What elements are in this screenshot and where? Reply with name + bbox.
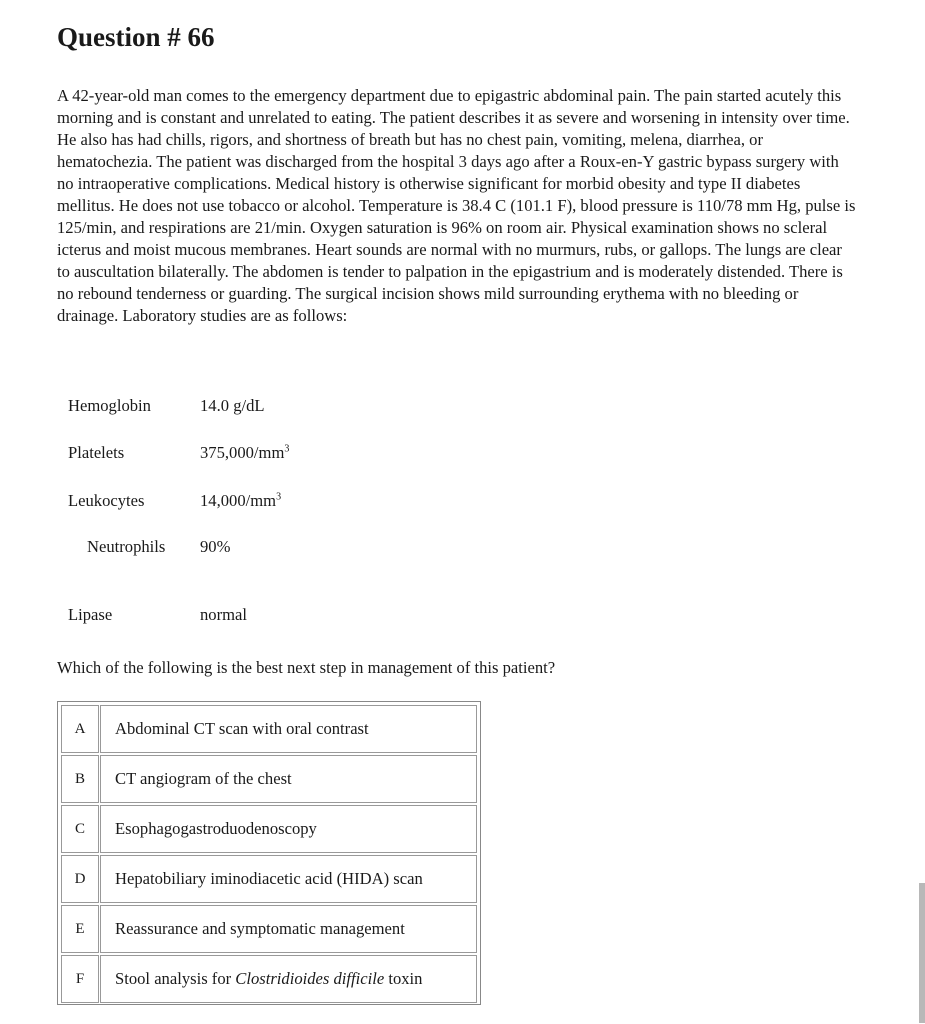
lab-name: Neutrophils (87, 537, 166, 556)
choice-text (100, 955, 477, 1003)
scrollbar-thumb[interactable] (919, 883, 925, 1023)
lab-name: Lipase (68, 605, 113, 624)
lab-value: 90% (200, 537, 231, 556)
lab-name: Hemoglobin (68, 396, 151, 415)
choice-letter: F (61, 955, 99, 1003)
choice-letter: B (61, 755, 99, 803)
choice-text-part: Stool analysis for (115, 969, 236, 988)
lab-value-exponent: 3 (276, 491, 282, 503)
choice-text: Esophagogastroduodenoscopy (100, 805, 477, 853)
answer-choice-b[interactable] (60, 754, 478, 804)
choice-letter: C (61, 805, 99, 853)
choice-text: Hepatobiliary iminodiacetic acid (HIDA) scan (100, 855, 477, 903)
answer-choice-a[interactable] (60, 704, 478, 754)
question-prompt: Which of the following is the best next step in management of this patient? (57, 658, 556, 677)
choice-text: CT angiogram of the chest (100, 755, 477, 803)
choice-text: Abdominal CT scan with oral contrast (100, 705, 477, 753)
lab-value: 14.0 g/dL (200, 396, 265, 415)
question-title: Question # 66 (57, 22, 215, 52)
answer-choice-f[interactable] (60, 954, 478, 1004)
answer-choice-c[interactable] (60, 804, 478, 854)
lab-value-exponent: 3 (284, 443, 290, 455)
choice-letter: E (61, 905, 99, 953)
choice-letter: D (61, 855, 99, 903)
choice-text: Reassurance and symptomatic management (100, 905, 477, 953)
answer-choices-table (57, 701, 481, 1005)
lab-value (200, 491, 281, 511)
answer-choice-d[interactable] (60, 854, 478, 904)
lab-value (200, 443, 289, 463)
choice-letter: A (61, 705, 99, 753)
choice-text-part: toxin (384, 969, 423, 988)
lab-value-text: 14,000/mm (200, 491, 277, 510)
organism-name: Clostridioides difficile (235, 969, 385, 988)
question-stem: A 42-year-old man comes to the emergency department due to epigastric abdominal pain. The pain started acutely this morning and is constant and unrelated to eating. The patient describes it as severe and worsening in intensity over time. He also has had chills, rigors, and shortness of breath but has no chest pain, vomiting, melena, diarrhea, or hematochezia. The patient was discharged from the hospital 3 days ago after a Roux-en-Y gastric bypass surgery with no intraoperative complications. Medical history is otherwise significant for morbid obesity and type II diabetes mellitus. He does not use tobacco or alcohol. Temperature is 38.4 C (101.1 F), blood pressure is 110/78 mm Hg, pulse is 125/min, and respirations are 21/min. Oxygen saturation is 96% on room air. Physical examination shows no scleral icterus and moist mucous membranes. Heart sounds are normal with no murmurs, rubs, or gallops. The lungs are clear to auscultation bilaterally. The abdomen is tender to palpation in the epigastrium and is moderately distended. There is no rebound tenderness or guarding. The surgical incision shows mild surrounding erythema with no bleeding or drainage. Laboratory studies are as follows: (57, 86, 856, 325)
lab-name: Leukocytes (68, 491, 145, 510)
lab-name: Platelets (68, 443, 125, 462)
lab-value: normal (200, 605, 248, 624)
lab-value-text: 375,000/mm (200, 443, 285, 462)
answer-choice-e[interactable] (60, 904, 478, 954)
